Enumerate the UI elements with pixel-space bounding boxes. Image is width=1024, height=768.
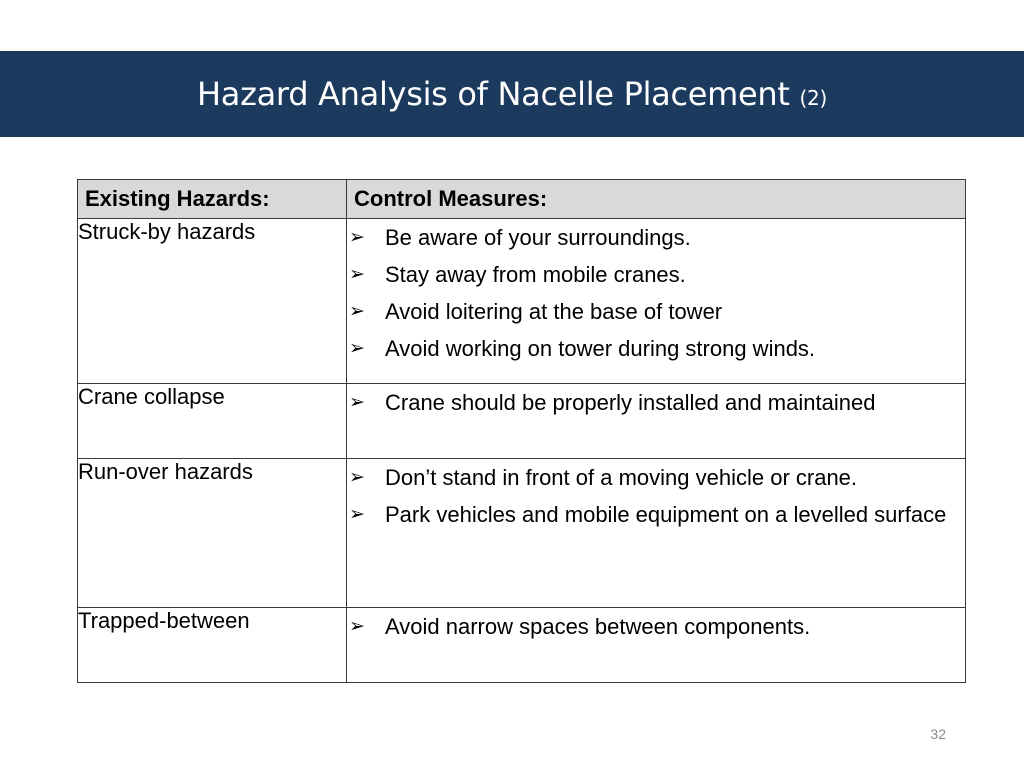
measure-text: Avoid working on tower during strong winds. [385, 336, 816, 361]
arrow-bullet-icon: ➢ [349, 263, 365, 285]
measure-text: Avoid narrow spaces between components. [385, 614, 811, 639]
measures-list [347, 384, 965, 421]
list-item [347, 330, 965, 367]
measures-list [347, 219, 965, 367]
arrow-bullet-icon: ➢ [349, 466, 365, 488]
arrow-bullet-icon: ➢ [349, 615, 365, 637]
measures-cell [347, 608, 966, 683]
measure-text: Avoid loitering at the base of tower [385, 299, 723, 324]
header-existing-hazards: Existing Hazards: [78, 180, 347, 219]
measure-text: Park vehicles and mobile equipment on a levelled surface [385, 502, 947, 527]
list-item [347, 608, 965, 645]
hazard-cell: Struck-by hazards [78, 219, 347, 384]
measures-cell [347, 459, 966, 608]
hazard-cell: Run-over hazards [78, 459, 347, 608]
arrow-bullet-icon: ➢ [349, 503, 365, 525]
hazard-cell: Trapped-between [78, 608, 347, 683]
measure-text: Don’t stand in front of a moving vehicle or crane. [385, 465, 858, 490]
list-item [347, 219, 965, 256]
list-item [347, 384, 965, 421]
list-item [347, 496, 965, 533]
arrow-bullet-icon: ➢ [349, 337, 365, 359]
table-row [78, 459, 966, 608]
list-item [347, 256, 965, 293]
header-control-measures: Control Measures: [347, 180, 966, 219]
table-row [78, 384, 966, 459]
table-row [78, 608, 966, 683]
table-header-row [78, 180, 966, 219]
slide-title-suffix: (2) [799, 86, 827, 110]
measure-text: Crane should be properly installed and maintained [385, 390, 876, 415]
list-item [347, 293, 965, 330]
page-number: 32 [930, 726, 946, 742]
measures-cell [347, 384, 966, 459]
title-bar [0, 51, 1024, 137]
arrow-bullet-icon: ➢ [349, 226, 365, 248]
table-row [78, 219, 966, 384]
measures-list [347, 608, 965, 645]
slide-title-text: Hazard Analysis of Nacelle Placement [197, 75, 790, 113]
measures-cell [347, 219, 966, 384]
measure-text: Stay away from mobile cranes. [385, 262, 686, 287]
hazard-cell: Crane collapse [78, 384, 347, 459]
arrow-bullet-icon: ➢ [349, 300, 365, 322]
list-item [347, 459, 965, 496]
slide-title [197, 75, 827, 113]
hazard-table [77, 179, 966, 683]
arrow-bullet-icon: ➢ [349, 391, 365, 413]
measures-list [347, 459, 965, 533]
measure-text: Be aware of your surroundings. [385, 225, 691, 250]
